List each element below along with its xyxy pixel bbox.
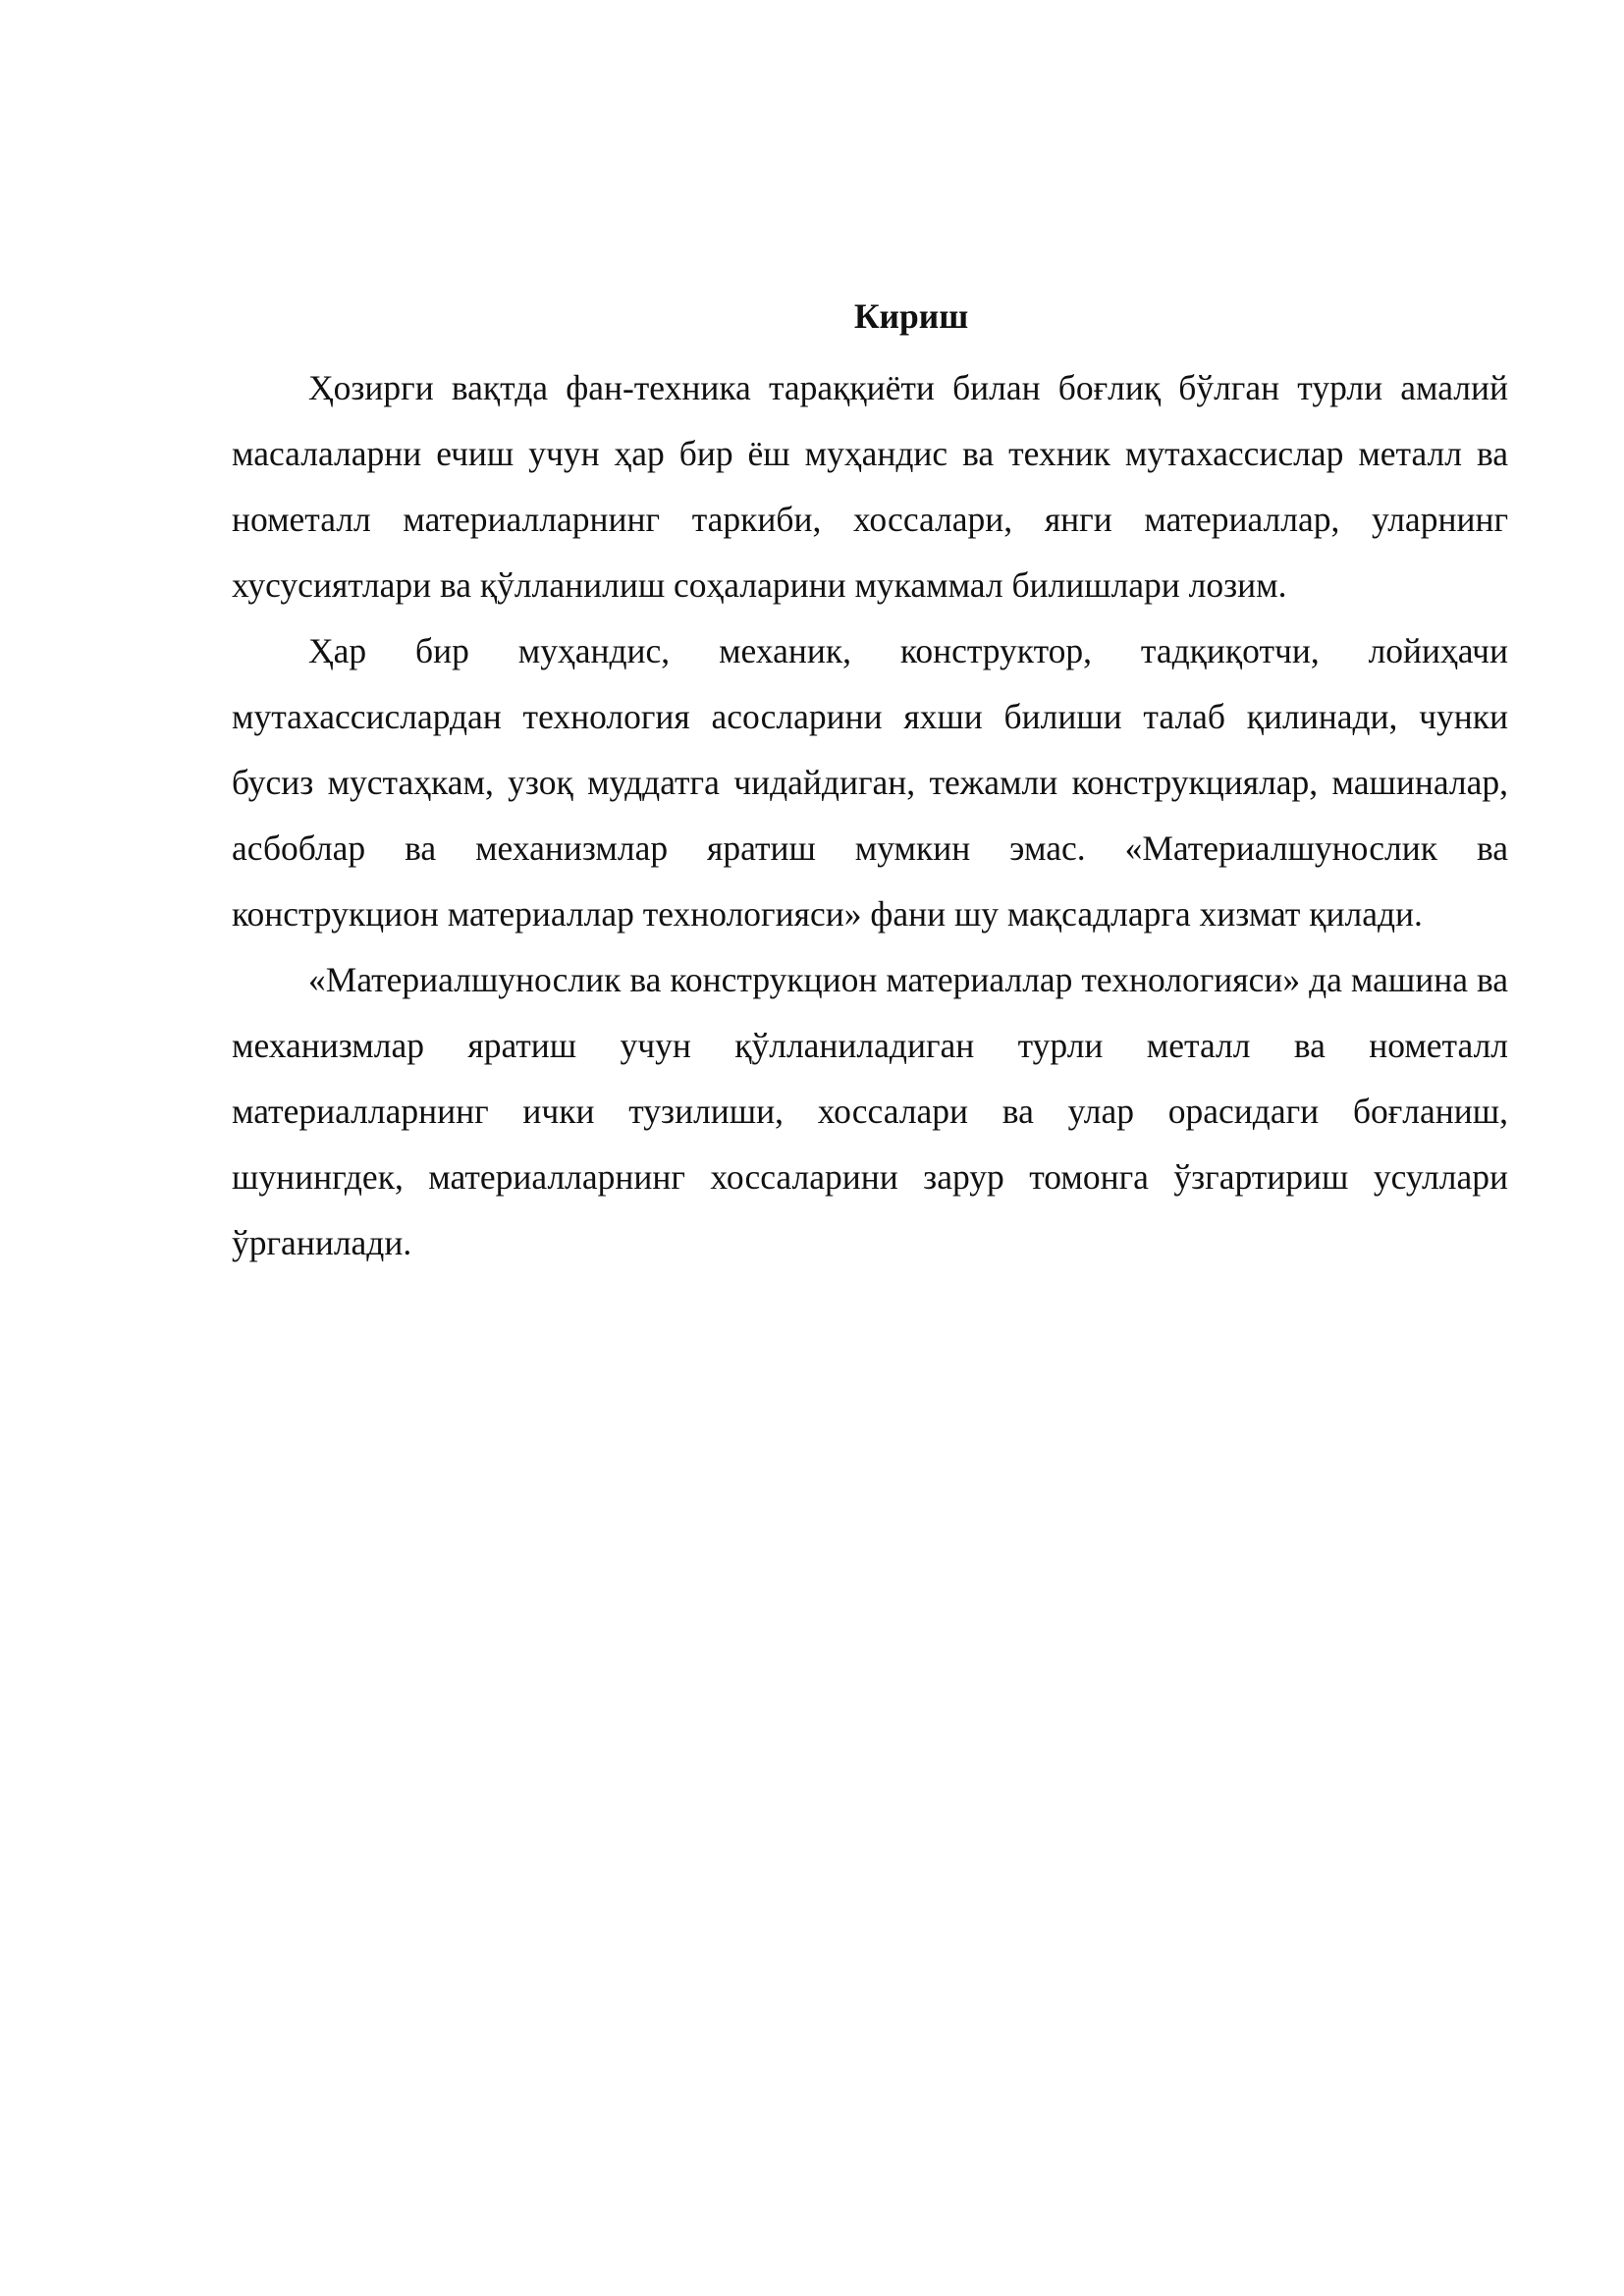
paragraph-3: «Материалшунослик ва конструкцион материаллар технологияси» да машина ва механизмлар яратиш учун қўлланиладиган турли металл ва нометалл материалларнинг ички тузилиши, хоссалари ва улар орасидаги боғланиш, шунингдек, материалларнинг хоссаларини зарур томонга ўзгартириш усуллари ўрганилади. [232, 960, 1508, 1262]
paragraph-2: Ҳар бир муҳандис, механик, конструктор, тадқиқотчи, лойиҳачи мутахассислардан технология асосларини яхши билиши талаб қилинади, чунки бусиз мустаҳкам, узоқ муддатга чидайдиган, тежамли конструкциялар, машиналар, асбоблар ва механизмлар яратиш мумкин эмас. «Материалшунослик ва конструкцион материаллар технологияси» фани шу мақсадларга хизмат қилади. [232, 631, 1508, 934]
paragraph-1: Ҳозирги вақтда фан-техника тараққиёти билан боғлиқ бўлган турли амалий масалаларни ечиш учун ҳар бир ёш муҳандис ва техник мутахассислар металл ва нометалл материалларнинг таркиби, хоссалари, янги материаллар, уларнинг хусусиятлари ва қўлланилиш соҳаларини мукаммал билишлари лозим. [232, 368, 1508, 605]
document-body [232, 291, 1508, 1276]
document-title: Кириш [853, 296, 969, 336]
